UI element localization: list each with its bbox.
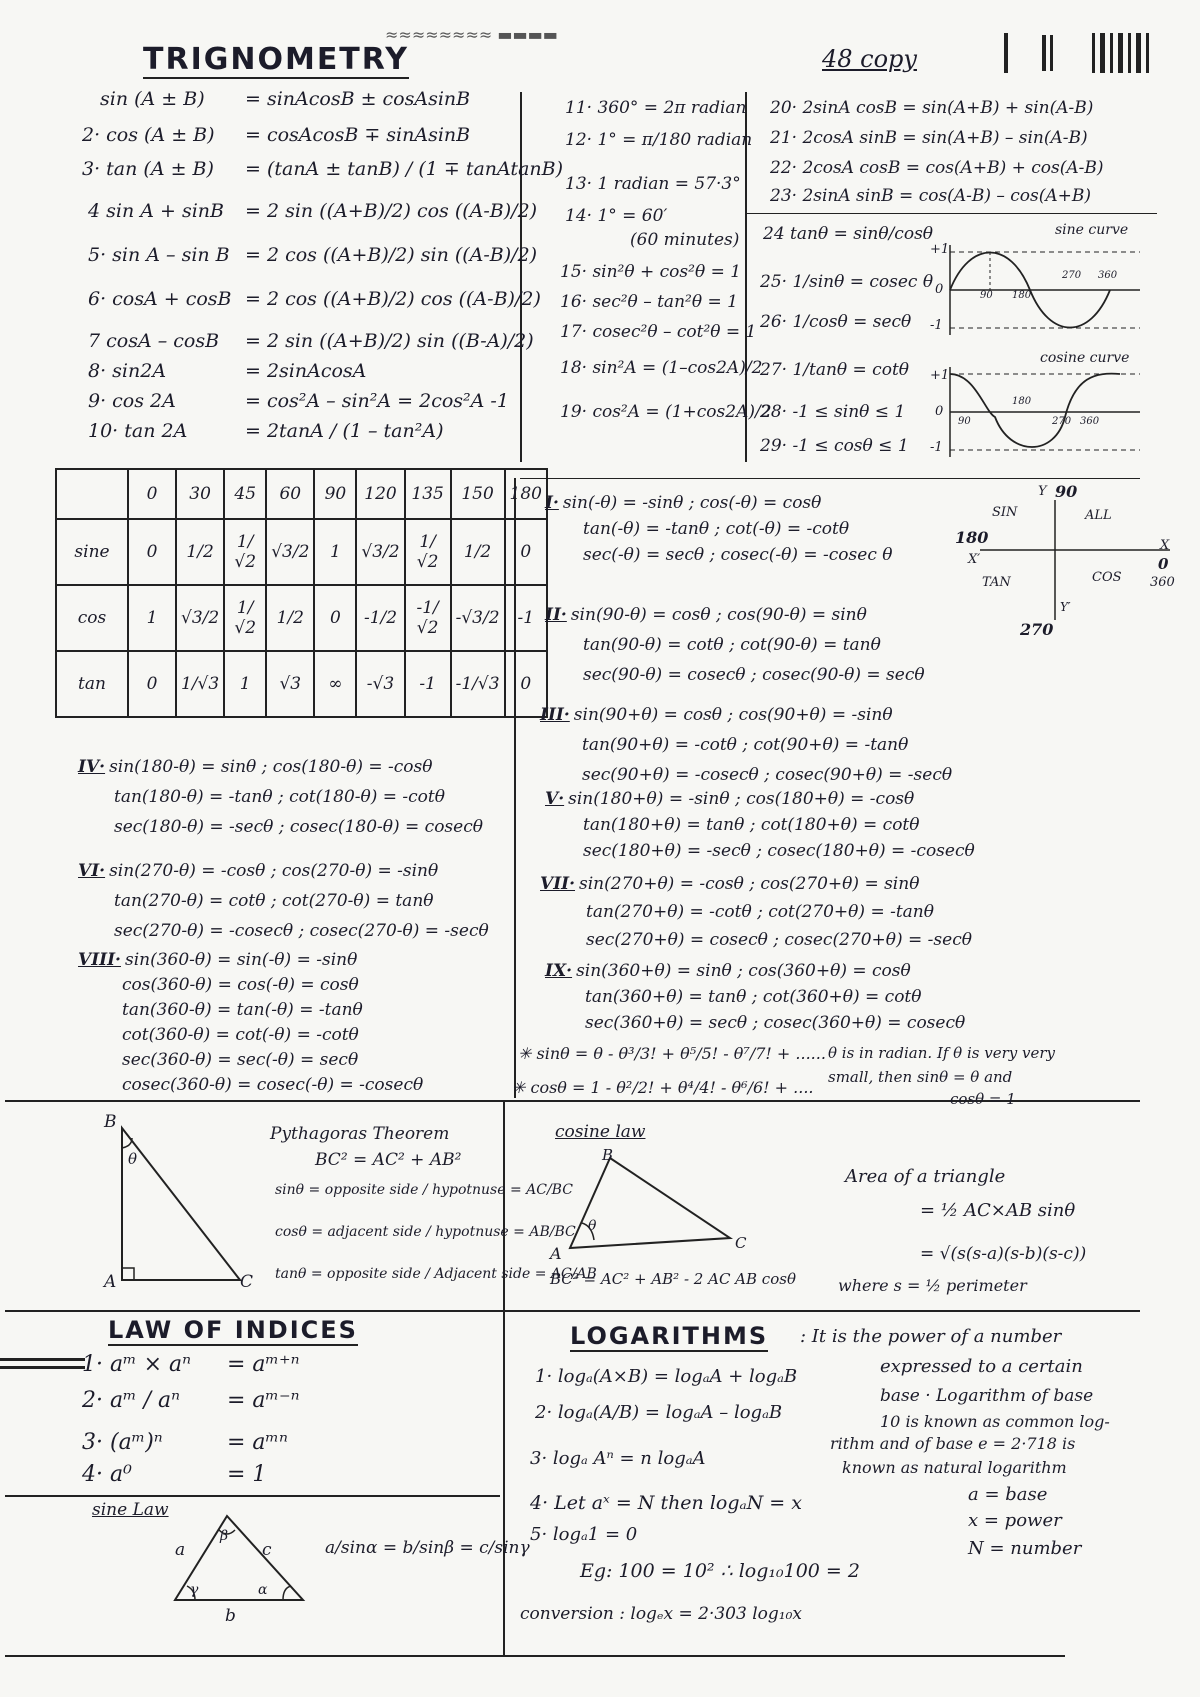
formula-18: 18· sin²A = (1–cos2A)/2 — [560, 358, 763, 378]
quadrant-90: 90 — [1055, 482, 1078, 501]
area-eq-1: = ½ AC×AB sinθ — [920, 1200, 1076, 1221]
sine-law-label-c: c — [262, 1540, 272, 1560]
logarithms-desc-1: : It is the power of a number — [800, 1326, 1062, 1347]
row-label: sine — [56, 519, 128, 585]
table-cell: -1/√2 — [405, 585, 451, 651]
table-cell: 1/√2 — [405, 519, 451, 585]
indices-item-3: 3· (aᵐ)ⁿ = aᵐⁿ — [82, 1430, 288, 1455]
divider-h1 — [745, 213, 1157, 214]
table-cell: 60 — [266, 469, 314, 519]
cos-tick-270: 270 — [1052, 416, 1072, 427]
sine-law-label-a: a — [175, 1540, 186, 1560]
log-item-5: 5· logₐ1 = 0 — [530, 1524, 638, 1545]
area-title: Area of a triangle — [845, 1166, 1006, 1187]
logarithms-desc-2: expressed to a certain — [880, 1356, 1083, 1377]
logarithms-desc-5: rithm and of base e = 2·718 is — [830, 1434, 1076, 1453]
pyth-label-A: A — [104, 1272, 117, 1292]
divider-h4 — [5, 1310, 1140, 1312]
cos-plus1: +1 — [930, 368, 950, 383]
cosine-law-label-C: C — [735, 1234, 747, 1252]
sine-tick-270: 270 — [1062, 270, 1082, 281]
table-cell: 0 — [128, 651, 176, 717]
trig-formula-10: 10· tan 2A = 2tanA / (1 – tan²A) — [88, 420, 444, 442]
formula-28: 28· -1 ≤ sinθ ≤ 1 — [760, 402, 906, 422]
trig-formula-5: 5· sin A – sin B = 2 cos ((A+B)/2) sin ((A-B)/2) — [88, 244, 538, 266]
table-cell: -1 — [405, 651, 451, 717]
quadrant-xprime: X′ — [968, 552, 981, 567]
table-header-row — [56, 469, 547, 519]
allied-II: II· sin(90-θ) = cosθ ; cos(90-θ) = sinθ tan(90-θ) = cotθ ; cot(90-θ) = tanθ sec(90-θ) = cosecθ ; cosec(90-θ) = secθ — [545, 605, 925, 685]
trig-formula-1: sin (A ± B) = sinAcosB ± cosAsinB — [100, 88, 471, 110]
sine-tick-180: 180 — [1012, 290, 1032, 301]
table-cell: 1/2 — [266, 585, 314, 651]
quadrant-x: X — [1160, 538, 1170, 553]
allied-III: III· sin(90+θ) = cosθ ; cos(90+θ) = -sinθ tan(90+θ) = -cotθ ; cot(90+θ) = -tanθ sec(90+θ) = -cosecθ ; cosec(90+θ) = -secθ — [540, 705, 953, 785]
divider-v1 — [520, 92, 522, 462]
table-cell: 0 — [128, 469, 176, 519]
trig-formula-8: 8· sin2A = 2sinAcosA — [88, 360, 367, 382]
logarithms-desc-4: 10 is known as common log- — [880, 1412, 1110, 1431]
formula-27: 27· 1/tanθ = cotθ — [760, 360, 910, 380]
pyth-label-B: B — [104, 1112, 117, 1132]
cos-tick-90: 90 — [958, 416, 971, 427]
cos-minus1: -1 — [930, 440, 943, 455]
pyth-sin: sinθ = opposite side / hypotnuse = AC/BC — [275, 1182, 573, 1198]
table-cell: 45 — [224, 469, 266, 519]
table-cell: 90 — [314, 469, 356, 519]
pyth-eq: BC² = AC² + AB² — [315, 1150, 462, 1170]
indices-item-2: 2· aᵐ / aⁿ = aᵐ⁻ⁿ — [82, 1388, 300, 1413]
table-cell: √3/2 — [176, 585, 224, 651]
cos-zero: 0 — [935, 404, 944, 419]
quadrant-270: 270 — [1020, 620, 1054, 639]
log-legend-power: x = power — [968, 1510, 1062, 1531]
table-cell: 1/2 — [451, 519, 505, 585]
quadrant-all: ALL — [1085, 508, 1112, 523]
formula-14-note: (60 minutes) — [630, 230, 740, 250]
trig-formula-7: 7 cosA – cosB = 2 sin ((A+B)/2) sin ((B-A)/2) — [88, 330, 534, 352]
sine-tick-360: 360 — [1098, 270, 1118, 281]
table-cell: 30 — [176, 469, 224, 519]
table-cell: 0 — [314, 585, 356, 651]
quadrant-tan: TAN — [982, 575, 1011, 590]
indices-strikes — [0, 1358, 85, 1361]
sine-minus1: -1 — [930, 318, 943, 333]
allied-VII: VII· sin(270+θ) = -cosθ ; cos(270+θ) = sinθ tan(270+θ) = -cotθ ; cot(270+θ) = -tanθ sec(270+θ) = cosecθ ; cosec(270+θ) = -secθ — [540, 874, 972, 950]
barcode-marks — [1000, 33, 1180, 78]
log-item-2: 2· logₐ(A/B) = logₐA – logₐB — [535, 1402, 783, 1423]
table-cell: ∞ — [314, 651, 356, 717]
formula-14: 14· 1° = 60′ — [565, 206, 668, 226]
quadrant-yprime: Y′ — [1060, 600, 1071, 614]
sine-law-label-gamma: γ — [190, 1582, 199, 1598]
cosine-law-title: cosine law — [555, 1122, 646, 1142]
allied-VI: VI· sin(270-θ) = -cosθ ; cos(270-θ) = -sinθ tan(270-θ) = cotθ ; cot(270-θ) = tanθ sec(270-θ) = -cosecθ ; cosec(270-θ) = -secθ — [78, 861, 489, 941]
pyth-title: Pythagoras Theorem — [270, 1124, 450, 1144]
row-label: cos — [56, 585, 128, 651]
series-cos: ✳ cosθ = 1 - θ²/2! + θ⁴/4! - θ⁶/6! + .... — [512, 1078, 814, 1097]
sine-law-label-alpha: α — [258, 1582, 268, 1598]
table-row-cos — [56, 585, 547, 651]
row-label: tan — [56, 651, 128, 717]
table-cell: -1/√3 — [451, 651, 505, 717]
sine-law-title: sine Law — [92, 1500, 169, 1520]
table-cell: -√3 — [356, 651, 404, 717]
trig-formula-4: 4 sin A + sinB = 2 sin ((A+B)/2) cos ((A-B)/2) — [88, 200, 538, 222]
quadrant-zero: 0 — [1158, 555, 1169, 573]
formula-22: 22· 2cosA cosB = cos(A+B) + cos(A-B) — [770, 158, 1104, 178]
table-cell: 150 — [451, 469, 505, 519]
trig-formula-6: 6· cosA + cosB = 2 cos ((A+B)/2) cos ((A-B)/2) — [88, 288, 541, 310]
formula-23: 23· 2sinA sinB = cos(A-B) – cos(A+B) — [770, 186, 1092, 206]
table-cell: √3/2 — [356, 519, 404, 585]
pyth-tan: tanθ = opposite side / Adjacent side = AC/AB — [275, 1266, 597, 1282]
indices-title: LAW OF INDICES — [108, 1316, 358, 1344]
log-legend-base: a = base — [968, 1484, 1048, 1505]
table-cell: 1 — [314, 519, 356, 585]
formula-11: 11· 360° = 2π radian — [565, 98, 747, 118]
cosine-law-label-A: A — [550, 1244, 562, 1263]
quadrant-180: 180 — [955, 528, 989, 547]
table-cell: 120 — [356, 469, 404, 519]
sine-law-triangle — [165, 1508, 315, 1608]
table-cell: -√3/2 — [451, 585, 505, 651]
table-cell: 0 — [505, 519, 547, 585]
quadrant-sin: SIN — [992, 505, 1018, 520]
formula-29: 29· -1 ≤ cosθ ≤ 1 — [760, 436, 909, 456]
pyth-label-theta: θ — [128, 1150, 138, 1168]
table-cell: 1/√3 — [176, 651, 224, 717]
sine-law-label-beta: β — [220, 1528, 229, 1544]
table-cell: 1/√2 — [224, 519, 266, 585]
indices-item-4: 4· a⁰ = 1 — [82, 1462, 267, 1487]
trig-formula-2: 2· cos (A ± B) = cosAcosB ∓ sinAsinB — [82, 124, 471, 146]
right-triangle-diagram — [100, 1118, 250, 1298]
table-cell — [56, 469, 128, 519]
allied-VIII: VIII· sin(360-θ) = sin(-θ) = -sinθ cos(360-θ) = cos(-θ) = cosθ tan(360-θ) = tan(-θ) = -tanθ cot(360-θ) = cot(-θ) = -cotθ sec(360-θ) = sec(-θ) = secθ cosec(360-θ) = cosec(-θ) = -cosecθ — [78, 950, 424, 1095]
cosine-law-label-theta: θ — [588, 1218, 597, 1234]
quadrant-y: Y — [1038, 484, 1047, 499]
sine-curve-label: sine curve — [1055, 222, 1129, 238]
quadrant-360: 360 — [1150, 575, 1175, 590]
table-cell: 1/2 — [176, 519, 224, 585]
formula-16: 16· sec²θ – tan²θ = 1 — [560, 292, 738, 312]
area-eq-2: = √(s(s-a)(s-b)(s-c)) — [920, 1244, 1087, 1264]
cos-tick-180: 180 — [1012, 396, 1032, 407]
indices-strikes-2 — [0, 1366, 85, 1369]
pyth-cos: cosθ = adjacent side / hypotnuse = AB/BC — [275, 1224, 576, 1240]
sine-law-label-b: b — [225, 1606, 236, 1626]
page-title: TRIGNOMETRY — [143, 42, 409, 77]
series-note-1: θ is in radian. If θ is very very — [828, 1044, 1056, 1062]
formula-20: 20· 2sinA cosB = sin(A+B) + sin(A-B) — [770, 98, 1094, 118]
series-note-2: small, then sinθ = θ and — [828, 1068, 1013, 1086]
log-item-4: 4· Let aˣ = N then logₐN = x — [530, 1492, 802, 1514]
formula-12: 12· 1° = π/180 radian — [565, 130, 753, 150]
quadrant-cos: COS — [1092, 570, 1122, 585]
table-row-sine — [56, 519, 547, 585]
table-cell: -1/2 — [356, 585, 404, 651]
formula-24: 24 tanθ = sinθ/cosθ — [763, 224, 934, 244]
formula-21: 21· 2cosA sinB = sin(A+B) – sin(A-B) — [770, 128, 1088, 148]
table-cell: √3 — [266, 651, 314, 717]
logarithms-title: LOGARITHMS — [570, 1322, 769, 1350]
table-cell: 1 — [128, 585, 176, 651]
series-note-3: cosθ = 1 — [950, 1090, 1016, 1108]
series-sin: ✳ sinθ = θ - θ³/3! + θ⁵/5! - θ⁷/7! + ...... — [518, 1044, 826, 1063]
table-cell: 180 — [505, 469, 547, 519]
cosine-law-triangle — [560, 1148, 760, 1258]
allied-I: I· sin(-θ) = -sinθ ; cos(-θ) = cosθ tan(-θ) = -tanθ ; cot(-θ) = -cotθ sec(-θ) = secθ ; cosec(-θ) = -cosec θ — [545, 493, 893, 565]
logarithms-desc-3: base · Logarithm of base — [880, 1386, 1094, 1406]
table-cell: -1 — [505, 585, 547, 651]
area-where: where s = ½ perimeter — [838, 1276, 1027, 1295]
formula-17: 17· cosec²θ – cot²θ = 1 — [560, 322, 757, 342]
formula-26: 26· 1/cosθ = secθ — [760, 312, 912, 332]
logarithms-desc-6: known as natural logarithm — [842, 1458, 1067, 1477]
log-legend-number: N = number — [968, 1538, 1082, 1559]
sine-plus1: +1 — [930, 242, 950, 257]
table-cell: 1 — [224, 651, 266, 717]
log-example: Eg: 100 = 10² ∴ log₁₀100 = 2 — [580, 1560, 860, 1582]
cosine-curve-label: cosine curve — [1040, 350, 1130, 366]
trig-value-table — [55, 468, 548, 718]
table-cell: 0 — [505, 651, 547, 717]
sine-law-eq: a/sinα = b/sinβ = c/sinγ — [325, 1538, 530, 1558]
allied-IX: IX· sin(360+θ) = sinθ ; cos(360+θ) = cosθ tan(360+θ) = tanθ ; cot(360+θ) = cotθ sec(360+θ) = secθ ; cosec(360+θ) = cosecθ — [545, 961, 966, 1033]
log-conversion: conversion : logₑx = 2·303 log₁₀x — [520, 1604, 802, 1624]
table-cell: 0 — [128, 519, 176, 585]
trig-formula-3: 3· tan (A ± B) = (tanA ± tanB) / (1 ∓ tanAtanB) — [82, 158, 564, 180]
log-item-3: 3· logₐ Aⁿ = n logₐA — [530, 1448, 706, 1469]
cosine-law-eq: BC² = AC² + AB² - 2 AC AB cosθ — [550, 1270, 796, 1288]
table-cell: 135 — [405, 469, 451, 519]
sine-zero: 0 — [935, 282, 944, 297]
header-scribble: ≈≈≈≈≈≈≈≈ ▬▬▬▬ — [385, 25, 558, 44]
indices-item-1: 1· aᵐ × aⁿ = aᵐ⁺ⁿ — [82, 1352, 300, 1377]
divider-h2 — [520, 478, 1140, 479]
divider-h6 — [5, 1655, 1065, 1657]
allied-V: V· sin(180+θ) = -sinθ ; cos(180+θ) = -cosθ tan(180+θ) = tanθ ; cot(180+θ) = cotθ sec(180+θ) = -secθ ; cosec(180+θ) = -cosecθ — [545, 789, 975, 861]
trig-formula-9: 9· cos 2A = cos²A – sin²A = 2cos²A -1 — [88, 390, 509, 412]
copy-note: 48 copy — [822, 45, 917, 73]
allied-IV: IV· sin(180-θ) = sinθ ; cos(180-θ) = -cosθ tan(180-θ) = -tanθ ; cot(180-θ) = -cotθ sec(180-θ) = -secθ ; cosec(180-θ) = cosecθ — [78, 757, 483, 837]
cos-tick-360: 360 — [1080, 416, 1100, 427]
formula-25: 25· 1/sinθ = cosec θ — [760, 272, 934, 292]
pyth-label-C: C — [240, 1272, 254, 1292]
sine-tick-90: 90 — [980, 290, 993, 301]
formula-19: 19· cos²A = (1+cos2A)/2 — [560, 402, 772, 422]
table-cell: 1/√2 — [224, 585, 266, 651]
cosine-law-label-B: B — [602, 1146, 614, 1164]
formula-15: 15· sin²θ + cos²θ = 1 — [560, 262, 742, 282]
table-row-tan — [56, 651, 547, 717]
table-cell: √3/2 — [266, 519, 314, 585]
cosine-curve-graph — [915, 362, 1145, 462]
divider-h5 — [5, 1495, 500, 1497]
log-item-1: 1· logₐ(A×B) = logₐA + logₐB — [535, 1366, 798, 1387]
formula-13: 13· 1 radian = 57·3° — [565, 174, 741, 194]
